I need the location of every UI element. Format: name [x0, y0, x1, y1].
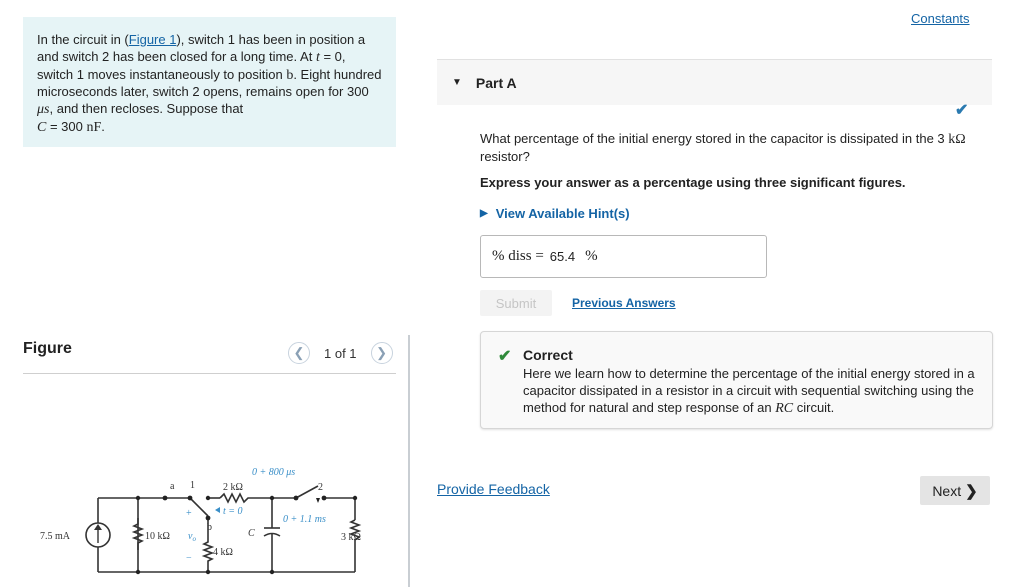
instruction-text: Express your answer as a percentage using three significant figures. — [480, 175, 906, 190]
microseconds-unit: μs — [37, 102, 50, 118]
provide-feedback-link[interactable]: Provide Feedback — [437, 481, 550, 497]
feedback-text: Here we learn how to determine the percentage of the initial energy stored in a capacitor dissipated in a resistor in a circuit with sequential switching using the method for natural and step response of an RC circuit. — [523, 366, 975, 416]
hint-label: View Available Hint(s) — [495, 206, 630, 221]
problem-statement — [23, 17, 396, 147]
r4-label: 3 kΩ — [341, 532, 361, 543]
chevron-right-icon[interactable]: ❯ — [371, 342, 393, 364]
node-b-label: b — [207, 522, 212, 533]
t800-label: 0 + 800 μs — [252, 467, 296, 478]
caret-down-icon: ▼ — [452, 77, 462, 88]
constants-link[interactable]: Constants — [911, 11, 970, 26]
capacitor-label: C — [248, 528, 255, 539]
answer-unit: % — [585, 248, 598, 264]
next-label: Next — [932, 482, 962, 499]
c-variable: C — [37, 119, 47, 135]
switch1-label: 1 — [190, 480, 195, 491]
circuit-diagram — [40, 460, 385, 578]
problem-text-5: , and then recloses. Suppose that — [49, 101, 244, 117]
panel-splitter[interactable] — [408, 335, 410, 587]
r2-label: 2 kΩ — [223, 482, 243, 493]
chevron-right-icon: ❯ — [965, 482, 978, 500]
figure-label: Figure — [23, 340, 72, 357]
c-unit: nF — [86, 119, 102, 135]
kohm-unit: kΩ — [948, 132, 966, 147]
t0-label: t = 0 — [223, 506, 243, 517]
check-icon: ✔ — [955, 102, 969, 119]
c-period: . — [101, 118, 105, 134]
previous-answers-link[interactable]: Previous Answers — [572, 296, 676, 310]
figure-navigation — [288, 342, 393, 364]
part-title: Part A — [475, 74, 517, 91]
caret-right-icon: ▶ — [480, 208, 488, 219]
plus-sign: + — [186, 508, 192, 519]
minus-sign: − — [186, 553, 192, 564]
figure-count: 1 of 1 — [324, 345, 357, 361]
figure-1-link[interactable]: Figure 1 — [128, 32, 177, 47]
vo-label: $v_o$ — [188, 531, 196, 543]
next-button[interactable] — [920, 476, 990, 505]
source-label: 7.5 mA — [40, 531, 70, 542]
c-value: = 300 — [46, 118, 87, 134]
node-a-label: a — [170, 481, 175, 492]
position-b: b — [286, 67, 294, 83]
rc-text: RC — [775, 401, 794, 416]
problem-text-3: = 0, switch 1 moves instantaneously to position — [37, 48, 346, 82]
correct-check-icon: ✔ — [498, 348, 512, 365]
feedback-card — [480, 331, 993, 429]
t-variable: t — [315, 49, 320, 65]
r3-label: 4 kΩ — [213, 547, 233, 558]
problem-text-4: . Eight hundred microseconds later, switch 2 opens, remains open for 300 — [37, 66, 382, 100]
chevron-left-icon[interactable]: ❮ — [288, 342, 310, 364]
switch2-label: 2 — [318, 482, 323, 493]
t11-label: 0 + 1.1 ms — [283, 514, 326, 525]
figure-divider — [23, 373, 396, 374]
answer-field[interactable] — [480, 235, 767, 278]
view-hints-link[interactable] — [480, 206, 630, 221]
question-text: What percentage of the initial energy stored in the capacitor is dissipated in the 3 kΩ resistor? — [480, 131, 966, 164]
part-a-header[interactable] — [437, 59, 992, 105]
answer-value: 65.4 — [549, 249, 576, 264]
problem-text-2: ), switch 1 has been in position a and switch 2 has been closed for a long time. At — [37, 32, 366, 64]
answer-label: % diss = — [492, 248, 544, 264]
r1-label: 10 kΩ — [145, 531, 170, 542]
problem-text-1: In the circuit in ( — [37, 32, 129, 47]
feedback-title: Correct — [523, 347, 573, 363]
submit-button[interactable]: Submit — [480, 290, 552, 316]
